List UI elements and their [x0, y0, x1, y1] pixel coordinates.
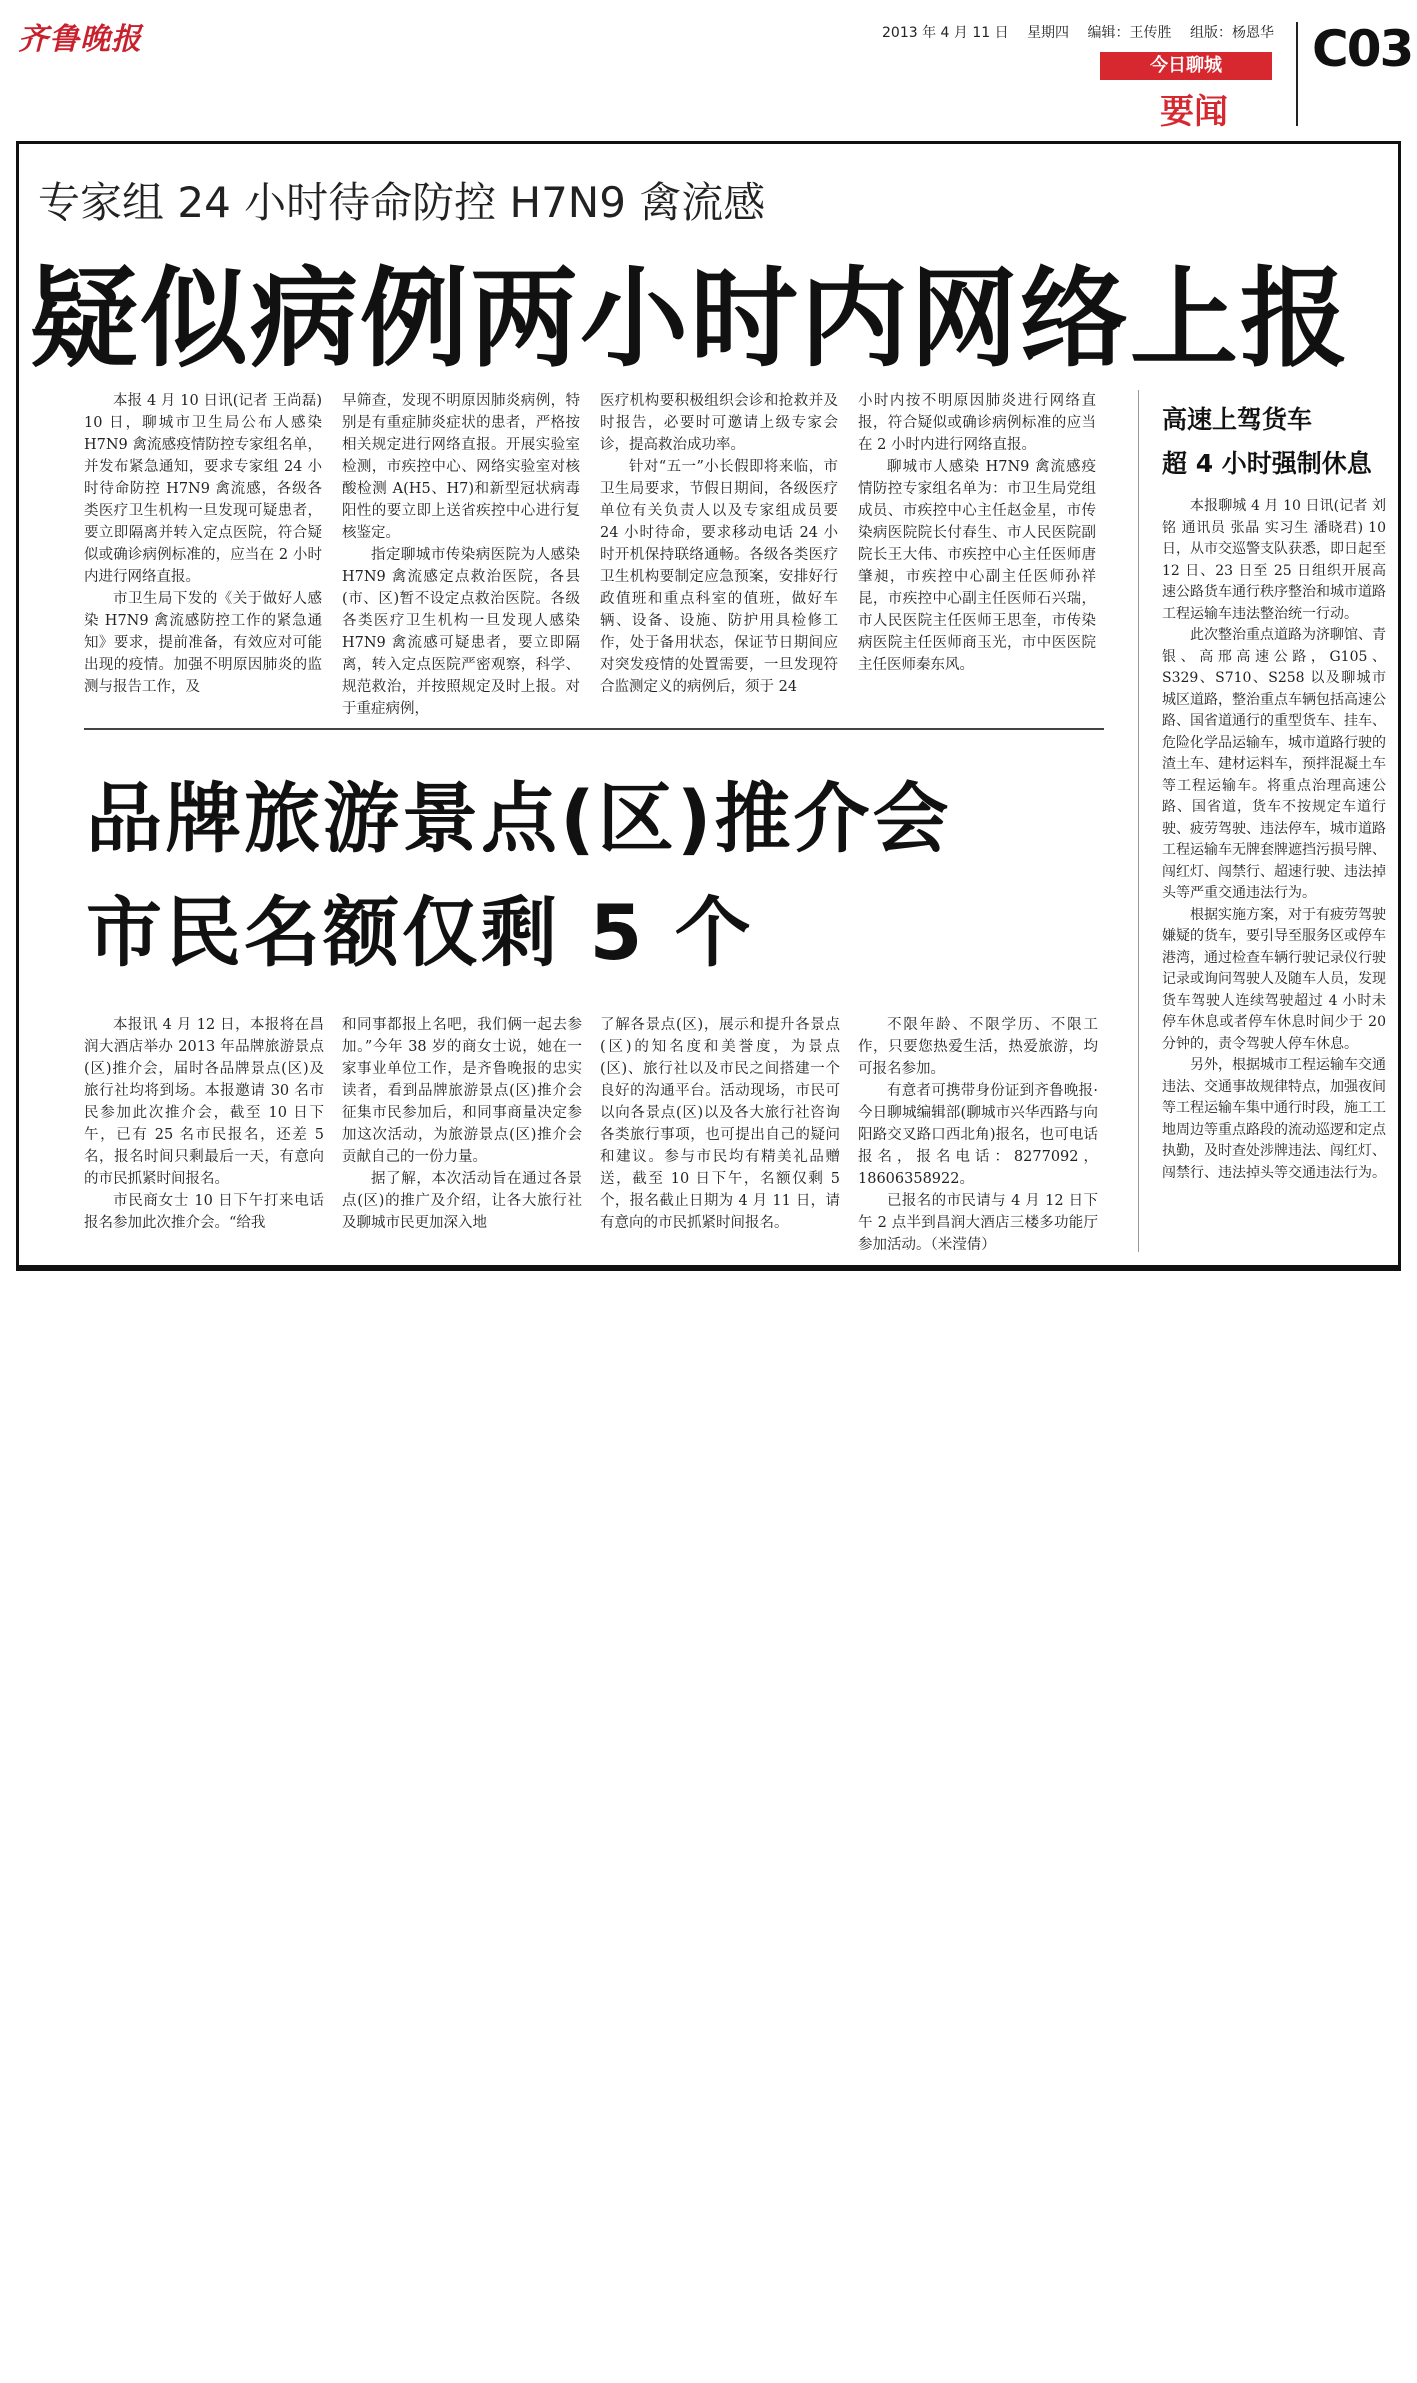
article2-column-3 — [600, 1014, 840, 1234]
sidebar-title-line1: 高速上驾货车 — [1162, 405, 1313, 434]
article2-column-2 — [342, 1014, 582, 1234]
article1-paragraph: 针对“五一”小长假即将来临，市卫生局要求，节假日期间，各级医疗单位有关负责人以及专家组成员要 24 小时待命，要求移动电话 24 小时开机保持联络通畅。各级各类医疗卫生机构要制定应急预案，安排好行政值班和重点科室的值班，做好车辆、设备、设施、防护用具检修工作，处于备用状态，保证节日期间应对突发疫情的处置需要，一旦发现符合监测定义的病例后，须于 24 — [600, 459, 838, 695]
issue-date: 2013 年 4 月 11 日 — [882, 25, 1009, 41]
page-number: C03 — [1312, 20, 1413, 78]
article2-paragraph: 不限年龄、不限学历、不限工作，只要您热爱生活，热爱旅游，均可报名参加。 — [858, 1017, 1098, 1077]
article1-paragraph: 早筛查，发现不明原因肺炎病例，特别是有重症肺炎症状的患者，严格按相关规定进行网络直报。开展实验室检测，市疾控中心、网络实验室对核酸检测 A(H5、H7)和新型冠状病毒阳性的要立即上送省疾控中心进行复核鉴定。 — [342, 393, 580, 541]
article2-paragraph: 有意者可携带身份证到齐鲁晚报·今日聊城编辑部(聊城市兴华西路与向阳路交叉路口西北角)报名，也可电话报名，报名电话：8277092，18606358922。 — [858, 1083, 1098, 1187]
newspaper-logo: 齐鲁晚报 — [18, 22, 142, 57]
article2-paragraph: 市民商女士 10 日下午打来电话报名参加此次推介会。“给我 — [84, 1193, 324, 1231]
section-tag: 今日聊城 — [1100, 52, 1272, 80]
layout-credit: 组版：杨恩华 — [1189, 25, 1274, 41]
issue-weekday: 星期四 — [1027, 25, 1070, 41]
masthead-divider — [1296, 22, 1298, 126]
article2-paragraph: 据了解，本次活动旨在通过各景点(区)的推广及介绍，让各大旅行社及聊城市民更加深入地 — [342, 1171, 582, 1231]
article1-paragraph: 指定聊城市传染病医院为人感染 H7N9 禽流感定点救治医院，各县(市、区)暂不设定点救治医院。各级各类医疗卫生机构一旦发现人感染 H7N9 禽流感可疑患者，要立即隔离，转入定点医院严密观察，科学、规范救治，并按照规定及时上报。对于重症病例， — [342, 547, 580, 717]
article-divider — [84, 728, 1104, 730]
article2-headline-line1: 品牌旅游景点(区)推介会 — [86, 774, 952, 863]
article2-column-4 — [858, 1014, 1098, 1256]
issue-meta — [882, 22, 1288, 42]
article1-subhead: 专家组 24 小时待命防控 H7N9 禽流感 — [38, 178, 766, 227]
article1-column-4 — [858, 390, 1096, 676]
article2-paragraph: 了解各景点(区)，展示和提升各景点(区)的知名度和美誉度，为景点(区)、旅行社以及市民之间搭建一个良好的沟通平台。活动现场，市民可以向各景点(区)以及各大旅行社咨询各类旅行事项，也可提出自己的疑问和建议。参与市民均有精美礼品赠送，截至 10 日下午，名额仅剩 5 个，报名截止日期为 4 月 11 日，请有意向的市民抓紧时间报名。 — [600, 1017, 840, 1231]
article1-paragraph: 医疗机构要积极组织会诊和抢救并及时报告，必要时可邀请上级专家会诊，提高救治成功率。 — [600, 393, 838, 453]
sidebar-title — [1162, 398, 1387, 486]
article1-column-2 — [342, 390, 580, 720]
article2-paragraph: 本报讯 4 月 12 日，本报将在昌润大酒店举办 2013 年品牌旅游景点(区)推介会，届时各品牌景点(区)及旅行社均将到场。本报邀请 30 名市民参加此次推介会，截至 10 日下午，已有 25 名市民报名，还差 5 名，报名时间只剩最后一天，有意向的市民抓紧时间报名。 — [84, 1017, 324, 1187]
sidebar-body — [1162, 496, 1386, 1184]
sidebar-paragraph: 本报聊城 4 月 10 日讯(记者 刘铭 通讯员 张晶 实习生 潘晓君) 10 日，从市交巡警支队获悉，即日起至 12 日、23 日至 25 日组织开展高速公路货车通行秩序整治和城市道路工程运输车违法整治统一行动。 — [1162, 498, 1386, 622]
section-subtitle: 要闻 — [1160, 92, 1228, 132]
article2-column-1 — [84, 1014, 324, 1234]
article1-column-3 — [600, 390, 838, 698]
article1-paragraph: 本报 4 月 10 日讯(记者 王尚磊) 10 日，聊城市卫生局公布人感染 H7N9 禽流感疫情防控专家组名单，并发布紧急通知，要求专家组 24 小时待命防控 H7N9 禽流感，各级各类医疗卫生机构一旦发现可疑患者，要立即隔离并转入定点医院，符合疑似或确诊病例标准的，应当在 2 小时内进行网络直报。 — [84, 393, 322, 585]
article1-paragraph: 聊城市人感染 H7N9 禽流感疫情防控专家组名单为：市卫生局党组成员、市疾控中心主任赵金星，市传染病医院院长付春生、市人民医院副院长王大伟、市疾控中心主任医师唐肇昶，市疾控中心副主任医师孙祥昆，市疾控中心副主任医师石兴瑞，市人民医院主任医师王思奎，市传染病医院主任医师商玉光，市中医医院主任医师秦东风。 — [858, 459, 1096, 673]
sidebar-divider — [1138, 390, 1139, 1252]
article1-headline: 疑似病例两小时内网络上报 — [30, 257, 1351, 382]
sidebar-paragraph: 另外，根据城市工程运输车交通违法、交通事故规律特点，加强夜间等工程运输车集中通行时段，施工工地周边等重点路段的流动巡逻和定点执勤，及时查处涉牌违法、闯红灯、闯禁行、违法掉头等交通违法行为。 — [1162, 1057, 1386, 1181]
article1-paragraph: 小时内按不明原因肺炎进行网络直报，符合疑似或确诊病例标准的应当在 2 小时内进行网络直报。 — [858, 393, 1096, 453]
article2-paragraph: 已报名的市民请与 4 月 12 日下午 2 点半到昌润大酒店三楼多功能厅参加活动。（米滢倩） — [858, 1193, 1098, 1253]
editor-credit: 编辑：王传胜 — [1087, 25, 1172, 41]
sidebar-paragraph: 根据实施方案，对于有疲劳驾驶嫌疑的货车，要引导至服务区或停车港湾，通过检查车辆行驶记录仪行驶记录或询问驾驶人及随车人员，发现货车驾驶人连续驾驶超过 4 小时未停车休息或者停车休息时间少于 20 分钟的，责令驾驶人停车休息。 — [1162, 906, 1386, 1052]
sidebar-paragraph: 此次整治重点道路为济聊馆、青银、高邢高速公路，G105、S329、S710、S258 以及聊城市城区道路，整治重点车辆包括高速公路、国省道通行的重型货车、挂车、危险化学品运输车，城市道路行驶的渣土车、建材运料车，预拌混凝土车等工程运输车。将重点治理高速公路、国省道，货车不按规定车道行驶、疲劳驾驶、违法停车，城市道路工程运输车无牌套牌遮挡污损号牌、闯红灯、闯禁行、超速行驶、违法掉头等严重交通违法行为。 — [1162, 627, 1386, 901]
article1-paragraph: 市卫生局下发的《关于做好人感染 H7N9 禽流感防控工作的紧急通知》要求，提前准备，有效应对可能出现的疫情。加强不明原因肺炎的监测与报告工作，及 — [84, 591, 322, 695]
article2-paragraph: 和同事都报上名吧，我们俩一起去参加。”今年 38 岁的商女士说，她在一家事业单位工作，是齐鲁晚报的忠实读者，看到品牌旅游景点(区)推介会征集市民参加后，和同事商量决定参加这次活动，为旅游景点(区)推介会贡献自己的一份力量。 — [342, 1017, 582, 1165]
article2-headline-line2: 市民名额仅剩 5 个 — [86, 888, 754, 977]
sidebar-title-line2: 超 4 小时强制休息 — [1162, 449, 1372, 478]
article1-column-1 — [84, 390, 322, 698]
